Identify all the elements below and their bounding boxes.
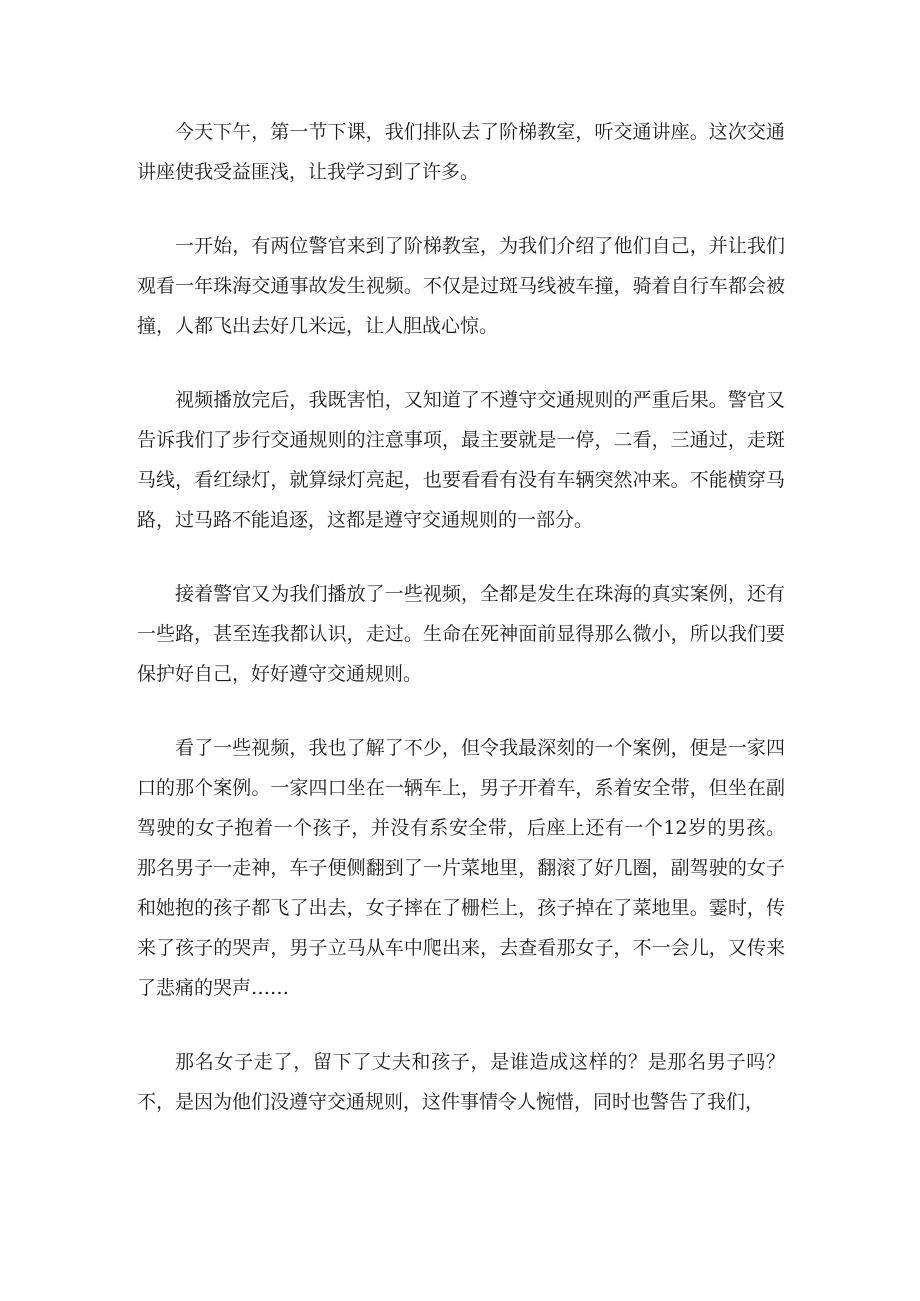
paragraph-6: 那名女子走了，留下了丈夫和孩子，是谁造成这样的？是那名男子吗？不，是因为他们没遵守交通规则，这件事情令人惋惜，同时也警告了我们， [137,1051,785,1113]
document-body [137,112,785,1156]
paragraph-2: 一开始，有两位警官来到了阶梯教室，为我们介绍了他们自己，并让我们观看一年珠海交通事故发生视频。不仅是过斑马线被车撞，骑着自行车都会被撞，人都飞出去好几米远，让人胆战心惊。 [137,235,785,337]
paragraph-3: 视频播放完后，我既害怕，又知道了不遵守交通规则的严重后果。警官又告诉我们了步行交通规则的注意事项，最主要就是一停，二看，三通过，走斑马线，看红绿灯，就算绿灯亮起，也要看看有没有车辆突然冲来。不能横穿马路，过马路不能追逐，这都是遵守交通规则的一部分。 [137,389,785,531]
paragraph-4: 接着警官又为我们播放了一些视频，全都是发生在珠海的真实案例，还有一些路，甚至连我都认识，走过。生命在死神面前显得那么微小，所以我们要保护好自己，好好遵守交通规则。 [137,583,785,685]
paragraph-1: 今天下午，第一节下课，我们排队去了阶梯教室，听交通讲座。这次交通讲座使我受益匪浅，让我学习到了许多。 [137,121,785,183]
paragraph-5: 看了一些视频，我也了解了不少，但令我最深刻的一个案例，便是一家四口的那个案例。一家四口坐在一辆车上，男子开着车，系着安全带，但坐在副驾驶的女子抱着一个孩子，并没有系安全带，后座上还有一个12岁的男孩。那名男子一走神，车子便侧翻到了一片菜地里，翻滚了好几圈，副驾驶的女子和她抱的孩子都飞了出去，女子摔在了栅栏上，孩子掉在了菜地里。霎时，传来了孩子的哭声，男子立马从车中爬出来，去查看那女子，不一会儿，又传来了悲痛的哭声…… [137,737,785,999]
